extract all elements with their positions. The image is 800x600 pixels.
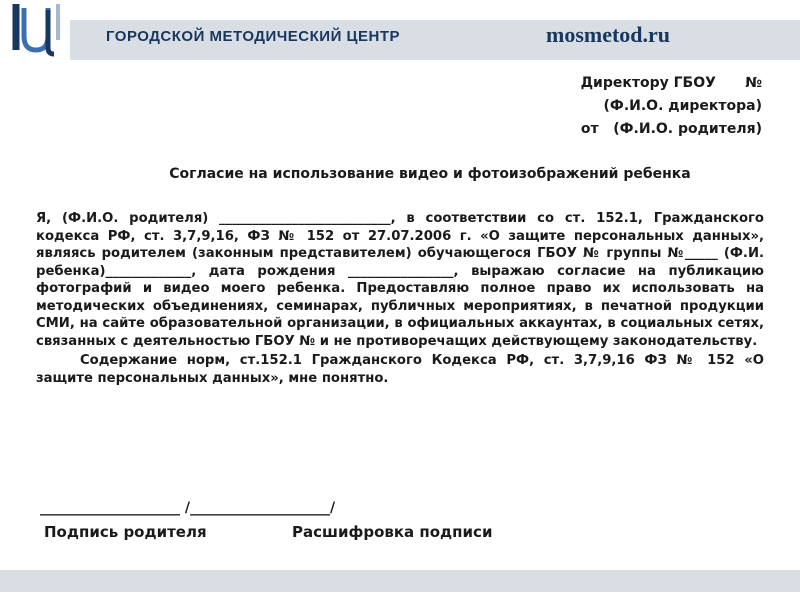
- footer-band: [0, 570, 800, 592]
- address-line-director-name: (Ф.И.О. директора): [603, 98, 762, 114]
- consent-paragraph: Я, (Ф.И.О. родителя) __________________________, в соответствии со ст. 152.1, Гражданского кодекса РФ, ст. 3,7,9,16, ФЗ № 152 от 27.07.2006 г. «О защите персональных данных», являясь родителем (законным представителем) обучающегося ГБОУ № группы №_____ (Ф.И. ребенка)_____________, дата рождения ________________, выражаю согласие на публикацию фотографий и видео моего ребенка. Предоставляю полное право их использовать на методических объединениях, семинарах, публичных мероприятиях, в печатной продукции СМИ, на сайте образовательной организации, в официальных аккаунтах, в социальных сетях, связанных с деятельностью ГБОУ № и не противоречащих действующему законодательству.: [36, 211, 764, 349]
- parent-signature-label: Подпись родителя: [44, 523, 207, 541]
- site-name: mosmetod.ru: [546, 22, 671, 47]
- signature-line: ____________________ /____________________/: [40, 500, 336, 516]
- norms-paragraph: Содержание норм, ст.152.1 Гражданского Кодекса РФ, ст. 3,7,9,16 ФЗ № 152 «О защите персональных данных», мне понятно.: [36, 353, 764, 386]
- address-line-director: Директору ГБОУ №: [580, 75, 762, 91]
- mu-letter-logo-icon: [6, 0, 68, 62]
- document-heading: Согласие на использование видео и фотоизображений ребенка: [169, 166, 691, 182]
- address-line-from: от (Ф.И.О. родителя): [580, 121, 762, 137]
- signature-decode-label: Расшифровка подписи: [292, 523, 493, 541]
- org-title: ГОРОДСКОЙ МЕТОДИЧЕСКИЙ ЦЕНТР: [106, 28, 400, 45]
- consent-body: [36, 210, 764, 387]
